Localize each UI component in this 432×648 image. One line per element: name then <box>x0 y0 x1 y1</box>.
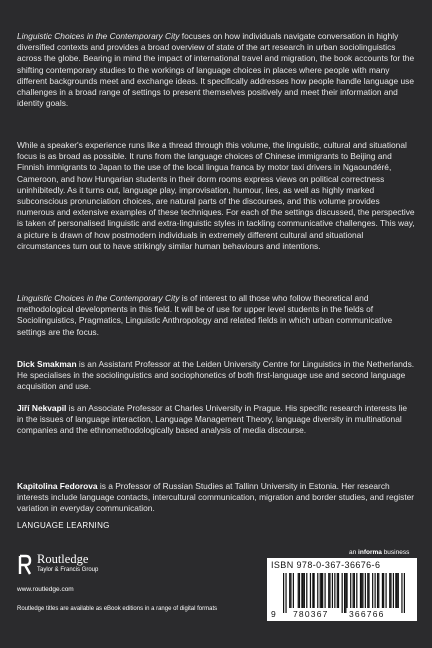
barcode-bar <box>314 573 315 608</box>
barcode-bar <box>321 573 322 608</box>
barcode-bar <box>324 573 325 608</box>
barcode-bar <box>289 573 290 608</box>
blurb-paragraph-2: While a speaker's experience runs like a thread through this volume, the linguistic, cultural and situational focus is as broad as possible. It runs from the language choices of Chinese immigrants to Beijing and Finnish immigrants to Japan to the use of the local lingua franca by motor taxi drivers in Ngaoundéré, Cameroon, and how Hungarian students in their dorm rooms express views on political correctness uninhibitedly. As it turns out, language play, improvisation, humour, lies, as well as highly marked subconscious pronunciation choices, are natural parts of the discourses, and this volume provides numerous and extensive examples of these techniques. For each of the settings discussed, the perspective is taken of personalised linguistic and extra-linguistic styles in tackling communicative challenges. This way, a picture is drawn of how postmodern individuals in extremely different cultural and situational circumstances turn out to have strikingly similar human behaviours and intentions. <box>17 140 415 251</box>
barcode-bar <box>365 573 366 608</box>
barcode-bar <box>398 573 399 608</box>
barcode-bar <box>389 573 390 608</box>
barcode-bar <box>346 573 347 608</box>
barcode-bar <box>377 573 378 608</box>
barcode-bar <box>362 573 363 608</box>
author-name: Kapitolina Fedorova <box>17 481 98 491</box>
author-name: Dick Smakman <box>17 359 77 369</box>
barcode-bar <box>385 573 386 608</box>
barcode-bar <box>367 573 368 608</box>
informa-wordmark: informa <box>358 549 382 556</box>
barcode-bar <box>401 573 402 613</box>
barcode-bar <box>298 573 299 608</box>
barcode-bar <box>304 573 305 608</box>
barcode-bar <box>290 573 291 608</box>
barcode-bar <box>337 573 338 608</box>
barcode-bar <box>299 573 300 608</box>
barcode-bar <box>285 573 286 613</box>
barcode-bar <box>310 573 311 608</box>
publisher-website[interactable]: www.routledge.com <box>17 586 74 593</box>
barcode-bar <box>322 573 323 608</box>
barcode-bar <box>283 573 284 613</box>
barcode-icon <box>271 573 413 619</box>
book-title-italic: Linguistic Choices in the Contemporary City <box>17 293 180 303</box>
author-name: Jiří Nekvapil <box>17 403 67 413</box>
subject-category: LANGUAGE LEARNING <box>17 521 110 530</box>
publisher-name: Routledge <box>37 552 89 566</box>
publisher-logo <box>17 552 167 584</box>
barcode-bar <box>375 573 376 608</box>
routledge-logo-icon <box>17 554 33 576</box>
author-bio-2 <box>17 403 415 437</box>
blurb-text-3: is of interest to all those who follow theoretical and methodological developments in this field. It will be of use for upper level students in the fields of Sociolinguistics, Pragmatics, Linguistic Anthropology and related fields in which urban communicative settings are the focus. <box>17 293 393 337</box>
barcode-bar <box>393 573 394 608</box>
barcode-bar <box>368 573 369 608</box>
ebook-note: Routledge titles are available as eBook editions in a range of digital formats <box>17 606 218 612</box>
barcode-bar <box>342 573 343 613</box>
barcode-bar <box>329 573 330 608</box>
barcode-bar <box>383 573 384 608</box>
barcode-bar <box>396 573 397 608</box>
blurb-text-1: focuses on how individuals navigate conversation in highly diversified contexts and provides a broad overview of state of the art research in urban sociolinguistics across the globe. Bearing in mind the impact of international travel and migration, the book accounts for the shifting contemporary studies to the workings of language choices in places where people with many different backgrounds meet and exchange ideas. It specifically addresses how people handle language use challenges in a broad range of settings to present themselves positively and meet their information and identity goals. <box>17 31 415 109</box>
barcode-bar <box>328 573 329 608</box>
barcode-bar <box>293 573 294 608</box>
barcode-bar <box>350 573 351 608</box>
barcode-bar <box>404 573 405 613</box>
barcode-bar <box>361 573 362 608</box>
publisher-group: Taylor & Francis Group <box>37 567 99 573</box>
barcode-bar <box>303 573 304 608</box>
barcode-bar <box>354 573 355 608</box>
author-bio-text: is a Professor of Russian Studies at Tallinn University in Estonia. Her research interests include language contacts, intercultural communication, migration and border studies, and register variation in everyday communication. <box>17 481 415 514</box>
isbn-label: ISBN 978-0-367-36676-6 <box>271 560 381 570</box>
barcode-bar <box>378 573 379 608</box>
barcode-bar <box>334 573 335 608</box>
informa-tagline: an informa business <box>349 549 410 556</box>
book-title-italic: Linguistic Choices in the Contemporary City <box>17 31 180 41</box>
barcode-bar <box>395 573 396 608</box>
author-bio-text: is an Assistant Professor at the Leiden University Centre for Linguistics in the Netherlands. He specialises in the sociolinguistics and sociophonetics of both first-language use and second language acquisition and use. <box>17 359 415 392</box>
barcode-bar <box>372 573 373 608</box>
barcode-bar <box>312 573 313 608</box>
barcode-digits-left: 780367 <box>293 609 329 619</box>
barcode-bar <box>345 573 346 613</box>
barcode-bar <box>382 573 383 608</box>
author-bio-text: is an Associate Professor at Charles University in Prague. His specific research interests lie in the issues of language interaction, Language Management Theory, language diversity in multinational companies and the ethnomethodologically based analysis of media discourse. <box>17 403 408 436</box>
barcode-bar <box>344 573 345 613</box>
barcode-bar <box>356 573 357 608</box>
barcode-digits-right: 366766 <box>349 609 385 619</box>
barcode-bar <box>353 573 354 608</box>
barcode-bars <box>283 573 405 613</box>
author-bio-3 <box>17 481 415 515</box>
barcode-panel <box>267 558 417 621</box>
barcode-bar <box>317 573 318 608</box>
barcode-bar <box>332 573 333 608</box>
blurb-paragraph-3 <box>17 293 415 338</box>
blurb-paragraph-1 <box>17 31 415 109</box>
author-bio-1 <box>17 359 415 393</box>
barcode-bar <box>320 573 321 608</box>
barcode-bar <box>360 573 361 608</box>
barcode-digit-first: 9 <box>271 609 276 619</box>
barcode-bar <box>338 573 339 608</box>
barcode-bar <box>390 573 391 608</box>
barcode-bar <box>306 573 307 608</box>
barcode-bar <box>301 573 302 608</box>
